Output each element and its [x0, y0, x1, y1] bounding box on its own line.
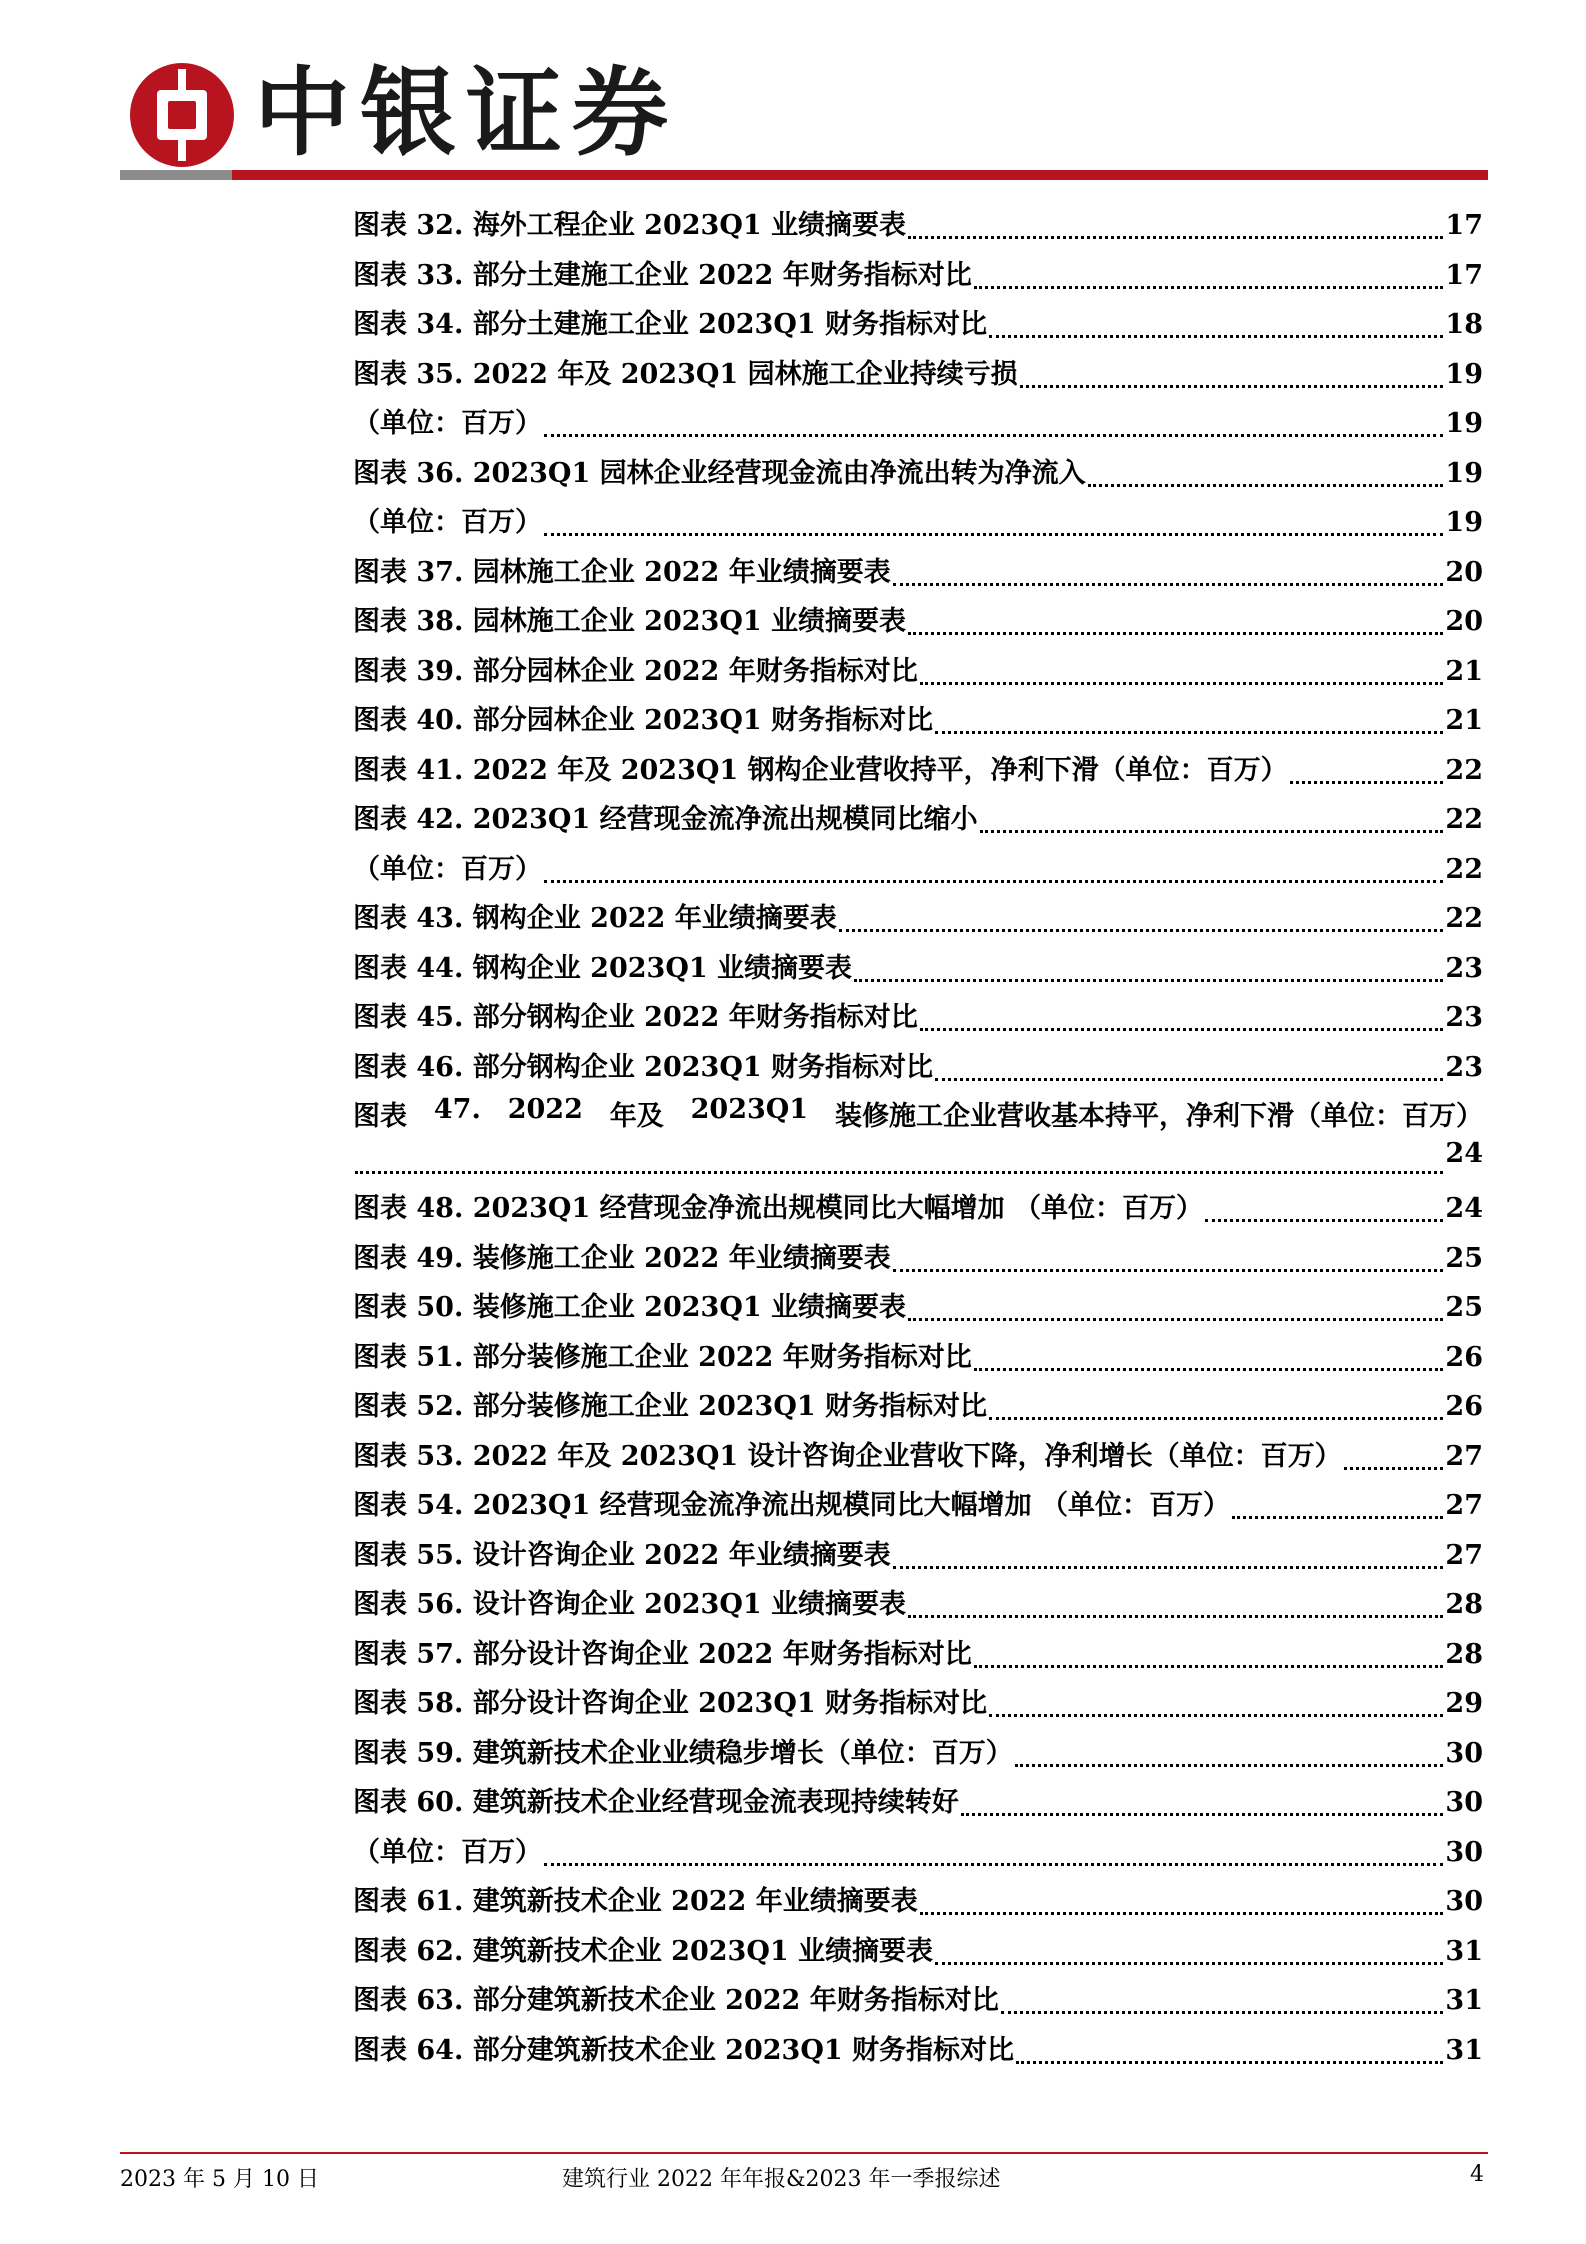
toc-title: 图表 50. 装修施工企业 2023Q1 业绩摘要表: [353, 1292, 907, 1323]
leader-dots: [544, 414, 1443, 437]
toc-page: 25: [1445, 1292, 1483, 1323]
toc-title-part: 装修施工企业营收基本持平，净利下滑（单位：百万）: [834, 1101, 1483, 1132]
toc-title-part: 47.: [433, 1094, 481, 1125]
toc-page: 19: [1445, 408, 1483, 439]
toc-page: 21: [1445, 655, 1483, 687]
toc-title: 图表 37. 园林施工企业 2022 年业绩摘要表: [353, 556, 891, 588]
leader-dots: [908, 612, 1443, 635]
leader-dots: [893, 563, 1444, 586]
toc-entry[interactable]: [353, 1335, 1483, 1385]
toc-page: 20: [1445, 606, 1483, 637]
toc-entry[interactable]: [353, 1384, 1483, 1434]
toc-entry[interactable]: [353, 1582, 1483, 1632]
footer-rule: [120, 2152, 1488, 2154]
toc-entry[interactable]: [353, 401, 1483, 451]
toc-page: 28: [1445, 1638, 1483, 1670]
toc-entry[interactable]: [353, 797, 1483, 847]
toc-title-part: 图表: [353, 1101, 407, 1132]
toc-title: （单位：百万）: [353, 1836, 542, 1868]
toc-entry[interactable]: [353, 1533, 1483, 1583]
toc-page: 27: [1445, 1539, 1483, 1571]
toc-entry[interactable]: [353, 1929, 1483, 1979]
toc-entry[interactable]: [353, 2028, 1483, 2078]
toc-page: 24: [1445, 1193, 1483, 1224]
toc-title: （单位：百万）: [353, 853, 542, 885]
toc-page: 19: [1445, 457, 1483, 489]
leader-dots: [1290, 761, 1444, 784]
toc-entry[interactable]: [353, 550, 1483, 600]
toc-title: 图表 44. 钢构企业 2023Q1 业绩摘要表: [353, 952, 853, 984]
toc-entry[interactable]: [353, 1681, 1483, 1731]
leader-dots: [839, 909, 1444, 932]
toc-title: 图表 59. 建筑新技术企业业绩稳步增长（单位：百万）: [353, 1737, 1013, 1769]
toc-entry[interactable]: [353, 302, 1483, 352]
footer-date: 2023 年 5 月 10 日: [120, 2167, 319, 2192]
toc-entry[interactable]: [353, 1236, 1483, 1286]
leader-dots: [920, 1892, 1444, 1915]
toc-page: 18: [1445, 309, 1483, 340]
leader-dots: [908, 1595, 1443, 1618]
leader-dots: [1016, 2041, 1443, 2064]
toc-title: 图表 40. 部分园林企业 2023Q1 财务指标对比: [353, 705, 934, 736]
toc-title: 图表 54. 2023Q1 经营现金流净流出规模同比大幅增加 （单位：百万）: [353, 1490, 1231, 1521]
toc-page: 26: [1445, 1391, 1483, 1422]
toc-entry-wrapped[interactable]: [353, 1094, 1483, 1138]
toc-entry[interactable]: [353, 748, 1483, 798]
toc-title: 图表 32. 海外工程企业 2023Q1 业绩摘要表: [353, 210, 907, 241]
toc-title: 图表 52. 部分装修施工企业 2023Q1 财务指标对比: [353, 1391, 988, 1422]
toc-page: 19: [1445, 507, 1483, 538]
leader-dots: [908, 1298, 1443, 1321]
toc-entry[interactable]: [353, 698, 1483, 748]
toc-entry[interactable]: [353, 1045, 1483, 1095]
toc-page: 20: [1445, 556, 1483, 588]
header-rule-grey: [120, 170, 232, 180]
toc-page: 23: [1445, 952, 1483, 984]
toc-entry[interactable]: [353, 946, 1483, 996]
toc-page: 24: [1445, 1138, 1483, 1169]
toc-entry[interactable]: [353, 995, 1483, 1045]
footer-page-number: 4: [1470, 2162, 1484, 2187]
toc-entry[interactable]: [353, 1830, 1483, 1880]
toc-page: 31: [1445, 1985, 1483, 2016]
toc-page: 28: [1445, 1589, 1483, 1620]
toc-title: 图表 48. 2023Q1 经营现金净流出规模同比大幅增加 （单位：百万）: [353, 1193, 1204, 1224]
toc-entry[interactable]: [353, 649, 1483, 699]
toc-entry[interactable]: [353, 451, 1483, 501]
toc-entry-wrapped-cont[interactable]: [353, 1138, 1483, 1186]
toc-page: 29: [1445, 1688, 1483, 1719]
toc-entry[interactable]: [353, 1632, 1483, 1682]
leader-dots: [1205, 1199, 1443, 1222]
toc-entry[interactable]: [353, 1978, 1483, 2028]
leader-dots: [1344, 1447, 1444, 1470]
leader-dots: [1001, 1991, 1444, 2014]
toc-page: 17: [1445, 259, 1483, 291]
toc-title: （单位：百万）: [353, 408, 542, 439]
toc-title: 图表 43. 钢构企业 2022 年业绩摘要表: [353, 903, 837, 934]
toc-title: 图表 53. 2022 年及 2023Q1 设计咨询企业营收下降，净利增长（单位：百万）: [353, 1440, 1342, 1472]
toc-page: 27: [1445, 1490, 1483, 1521]
leader-dots: [893, 1546, 1444, 1569]
toc-entry[interactable]: [353, 1285, 1483, 1335]
leader-dots: [989, 1694, 1443, 1717]
leader-dots: [935, 1942, 1443, 1965]
toc-page: 30: [1445, 1787, 1483, 1818]
leader-dots: [974, 1348, 1444, 1371]
toc-page: 22: [1445, 853, 1483, 885]
toc-title: 图表 63. 部分建筑新技术企业 2022 年财务指标对比: [353, 1985, 999, 2016]
toc-entry[interactable]: [353, 1879, 1483, 1929]
leader-dots: [544, 513, 1443, 536]
leader-dots: [989, 1397, 1443, 1420]
leader-dots: [544, 860, 1443, 883]
toc-page: 21: [1445, 705, 1483, 736]
toc-title: 图表 51. 部分装修施工企业 2022 年财务指标对比: [353, 1341, 972, 1373]
leader-dots: [989, 315, 1443, 338]
toc-entry[interactable]: [353, 203, 1483, 253]
bank-logo-icon: [130, 63, 234, 167]
toc-title-part: 2022: [507, 1094, 583, 1125]
leader-dots: [935, 1058, 1443, 1081]
toc-page: 30: [1445, 1737, 1483, 1769]
toc-title-part: 年及: [609, 1101, 664, 1132]
toc-entry[interactable]: [353, 1483, 1483, 1533]
toc-title: 图表 61. 建筑新技术企业 2022 年业绩摘要表: [353, 1886, 918, 1917]
brand-name: 中银证券: [254, 57, 678, 169]
toc-title: 图表 62. 建筑新技术企业 2023Q1 业绩摘要表: [353, 1935, 934, 1967]
toc-page: 23: [1445, 1051, 1483, 1083]
footer-title: 建筑行业 2022 年年报&2023 年一季报综述: [562, 2167, 1001, 2192]
toc-page: 22: [1445, 754, 1483, 786]
leader-dots: [980, 810, 1444, 833]
leader-dots: [1020, 365, 1444, 388]
toc-entry[interactable]: [353, 599, 1483, 649]
toc-page: 19: [1445, 358, 1483, 390]
toc-title: 图表 46. 部分钢构企业 2023Q1 财务指标对比: [353, 1051, 934, 1083]
toc-entry[interactable]: [353, 352, 1483, 402]
toc-page: 31: [1445, 2034, 1483, 2066]
toc-entry[interactable]: [353, 1731, 1483, 1781]
toc-title: 图表 58. 部分设计咨询企业 2023Q1 财务指标对比: [353, 1688, 988, 1719]
toc-entry[interactable]: [353, 500, 1483, 550]
toc-title: 图表 41. 2022 年及 2023Q1 钢构企业营收持平，净利下滑（单位：百万）: [353, 754, 1288, 786]
page-header: [120, 45, 1490, 185]
leader-dots: [961, 1793, 1444, 1816]
toc-page: 31: [1445, 1935, 1483, 1967]
toc-title: 图表 49. 装修施工企业 2022 年业绩摘要表: [353, 1242, 891, 1274]
toc-title: （单位：百万）: [353, 507, 542, 538]
leader-dots: [1015, 1744, 1444, 1767]
leader-dots: [1088, 464, 1444, 487]
leader-dots: [1232, 1496, 1443, 1519]
toc-entry[interactable]: [353, 1780, 1483, 1830]
leader-dots: [920, 1008, 1444, 1031]
toc-entry[interactable]: [353, 253, 1483, 303]
leader-dots: [974, 266, 1444, 289]
toc-page: 30: [1445, 1836, 1483, 1868]
toc-page: 30: [1445, 1886, 1483, 1917]
toc-page: 22: [1445, 903, 1483, 934]
toc-title: 图表 38. 园林施工企业 2023Q1 业绩摘要表: [353, 606, 907, 637]
toc-page: 25: [1445, 1242, 1483, 1274]
leader-dots: [974, 1645, 1444, 1668]
toc-page: 26: [1445, 1341, 1483, 1373]
leader-dots: [893, 1249, 1444, 1272]
toc-title: 图表 60. 建筑新技术企业经营现金流表现持续转好: [353, 1787, 959, 1818]
toc-title: 图表 55. 设计咨询企业 2022 年业绩摘要表: [353, 1539, 891, 1571]
header-rule-red: [232, 170, 1488, 180]
toc-title: 图表 33. 部分土建施工企业 2022 年财务指标对比: [353, 259, 972, 291]
toc-title: 图表 35. 2022 年及 2023Q1 园林施工企业持续亏损: [353, 358, 1018, 390]
toc-title-part: 2023Q1: [690, 1094, 809, 1125]
toc-title: 图表 39. 部分园林企业 2022 年财务指标对比: [353, 655, 918, 687]
leader-dots: [355, 1151, 1443, 1174]
table-of-contents: [353, 203, 1483, 2077]
toc-entry[interactable]: [353, 896, 1483, 946]
toc-title: 图表 56. 设计咨询企业 2023Q1 业绩摘要表: [353, 1589, 907, 1620]
toc-title: 图表 57. 部分设计咨询企业 2022 年财务指标对比: [353, 1638, 972, 1670]
toc-title: 图表 64. 部分建筑新技术企业 2023Q1 财务指标对比: [353, 2034, 1015, 2066]
toc-page: 17: [1445, 210, 1483, 241]
leader-dots: [920, 662, 1444, 685]
toc-page: 23: [1445, 1002, 1483, 1033]
toc-title: 图表 36. 2023Q1 园林企业经营现金流由净流出转为净流入: [353, 457, 1086, 489]
toc-title: 图表 34. 部分土建施工企业 2023Q1 财务指标对比: [353, 309, 988, 340]
toc-page: 27: [1445, 1440, 1483, 1472]
leader-dots: [935, 711, 1443, 734]
toc-entry[interactable]: [353, 1434, 1483, 1484]
leader-dots: [854, 959, 1443, 982]
toc-title: 图表 42. 2023Q1 经营现金流净流出规模同比缩小: [353, 804, 978, 835]
toc-entry[interactable]: [353, 847, 1483, 897]
leader-dots: [908, 216, 1443, 239]
toc-entry[interactable]: [353, 1186, 1483, 1236]
toc-page: 22: [1445, 804, 1483, 835]
leader-dots: [544, 1843, 1443, 1866]
toc-title: 图表 45. 部分钢构企业 2022 年财务指标对比: [353, 1002, 918, 1033]
